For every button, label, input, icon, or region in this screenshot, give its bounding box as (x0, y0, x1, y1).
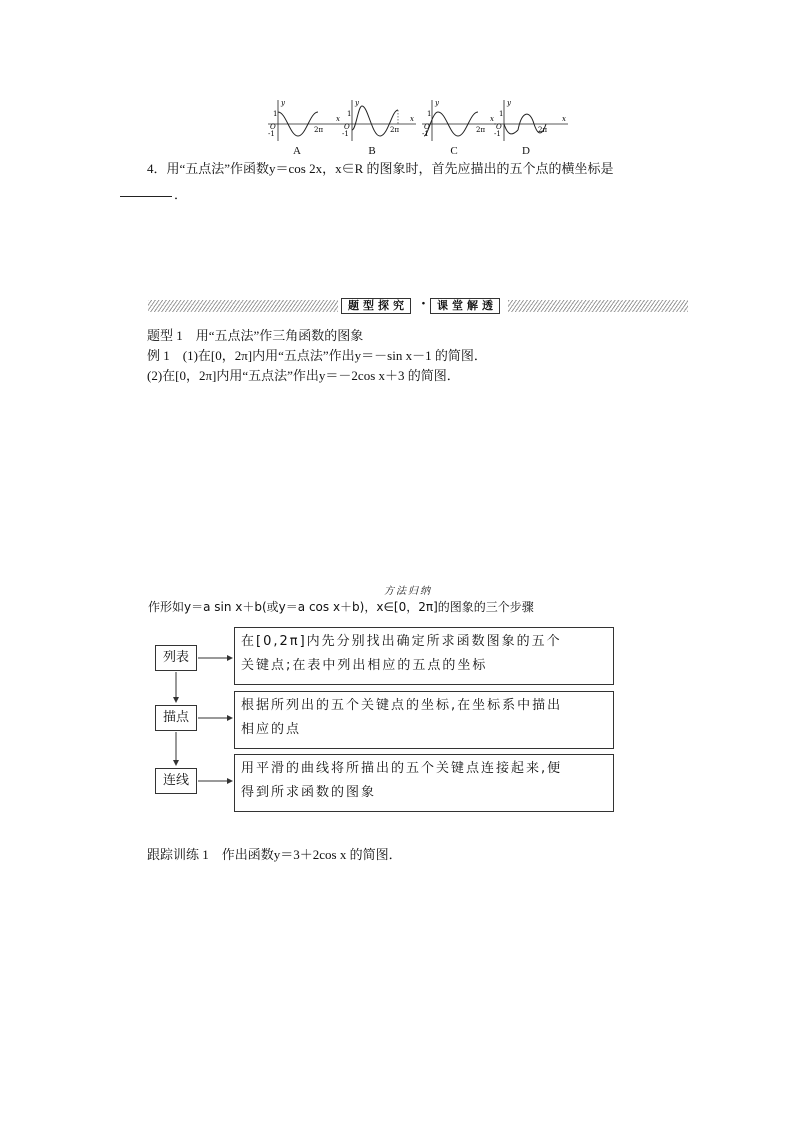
step-list-text-2: 关键点;在表中列出相应的五点的坐标 (241, 658, 488, 673)
exercise-1: 跟踪训练 1 作出函数y＝3＋2cos x 的简图． (147, 847, 402, 862)
step-connect-text-1: 用平滑的曲线将所描出的五个关键点连接起来,便 (241, 761, 563, 776)
method-title: 方法归纳 (384, 586, 432, 597)
question-4: 4．用“五点法”作函数y＝cos 2x，x∈R 的图象时，首先应描出的五个点的横坐标是 (147, 161, 614, 176)
graph-c-label: C (450, 145, 458, 157)
y-label: y (355, 99, 359, 107)
flowchart-arrows (150, 620, 240, 820)
tick-one: 1 (273, 110, 278, 118)
step-plot-box (234, 691, 614, 749)
banner-right-box: 课堂解透 (430, 298, 500, 314)
y-label: y (281, 99, 285, 107)
tick-minus-one: -1 (422, 130, 429, 138)
x-label: x (562, 115, 566, 123)
banner-stripe-left (148, 300, 338, 312)
tick-minus-one: -1 (494, 130, 501, 138)
graph-a (264, 96, 344, 142)
two-pi-label: 2π (476, 126, 486, 134)
x-label: x (410, 115, 414, 123)
banner-dot: · (421, 296, 426, 312)
two-pi-label: 2π (390, 126, 400, 134)
x-label: x (336, 115, 340, 123)
origin-label: O (344, 123, 350, 131)
graph-c (418, 96, 498, 142)
banner-left-box: 题型探究 (341, 298, 411, 314)
two-pi-label: 2π (314, 126, 324, 134)
tick-minus-one: -1 (342, 130, 349, 138)
question-4-tail: ． (174, 187, 188, 202)
method-subtitle: 作形如y＝a sin x＋b(或y＝a cos x＋b)，x∈[0，2π]的图象的三个步骤 (148, 600, 534, 614)
graph-b (338, 96, 418, 142)
graph-b-label: B (368, 145, 376, 157)
tick-one: 1 (499, 110, 504, 118)
origin-label: O (496, 123, 502, 131)
graph-a-label: A (293, 145, 301, 157)
tick-one: 1 (427, 110, 432, 118)
y-label: y (435, 99, 439, 107)
example-1-part-1: 例 1 (1)在[0，2π]内用“五点法”作出y＝－sin x－1 的简图． (147, 348, 487, 363)
tick-minus-one: -1 (268, 130, 275, 138)
example-1-part-2: (2)在[0，2π]内用“五点法”作出y＝－2cos x＋3 的简图． (147, 368, 460, 383)
y-label: y (507, 99, 511, 107)
answer-blank[interactable] (120, 196, 172, 197)
step-plot-text-2: 相应的点 (241, 722, 302, 737)
step-connect-box (234, 754, 614, 812)
section-banner (148, 298, 688, 314)
step-list-box (234, 627, 614, 685)
tick-one: 1 (347, 110, 352, 118)
graph-d (490, 96, 570, 142)
step-plot-label: 描点 (155, 705, 197, 731)
step-list-label: 列表 (155, 645, 197, 671)
step-connect-label: 连线 (155, 768, 197, 794)
step-connect-text-2: 得到所求函数的图象 (241, 785, 377, 800)
banner-stripe-right (508, 300, 688, 312)
origin-label: O (424, 123, 430, 131)
x-label: x (490, 115, 494, 123)
origin-label: O (270, 123, 276, 131)
type-1-heading: 题型 1 用“五点法”作三角函数的图象 (147, 328, 364, 343)
step-plot-text-1: 根据所列出的五个关键点的坐标,在坐标系中描出 (241, 698, 563, 713)
two-pi-label: 2π (538, 126, 548, 134)
step-list-text-1: 在[0,2π]内先分别找出确定所求函数图象的五个 (241, 634, 562, 649)
graph-d-label: D (522, 145, 530, 157)
